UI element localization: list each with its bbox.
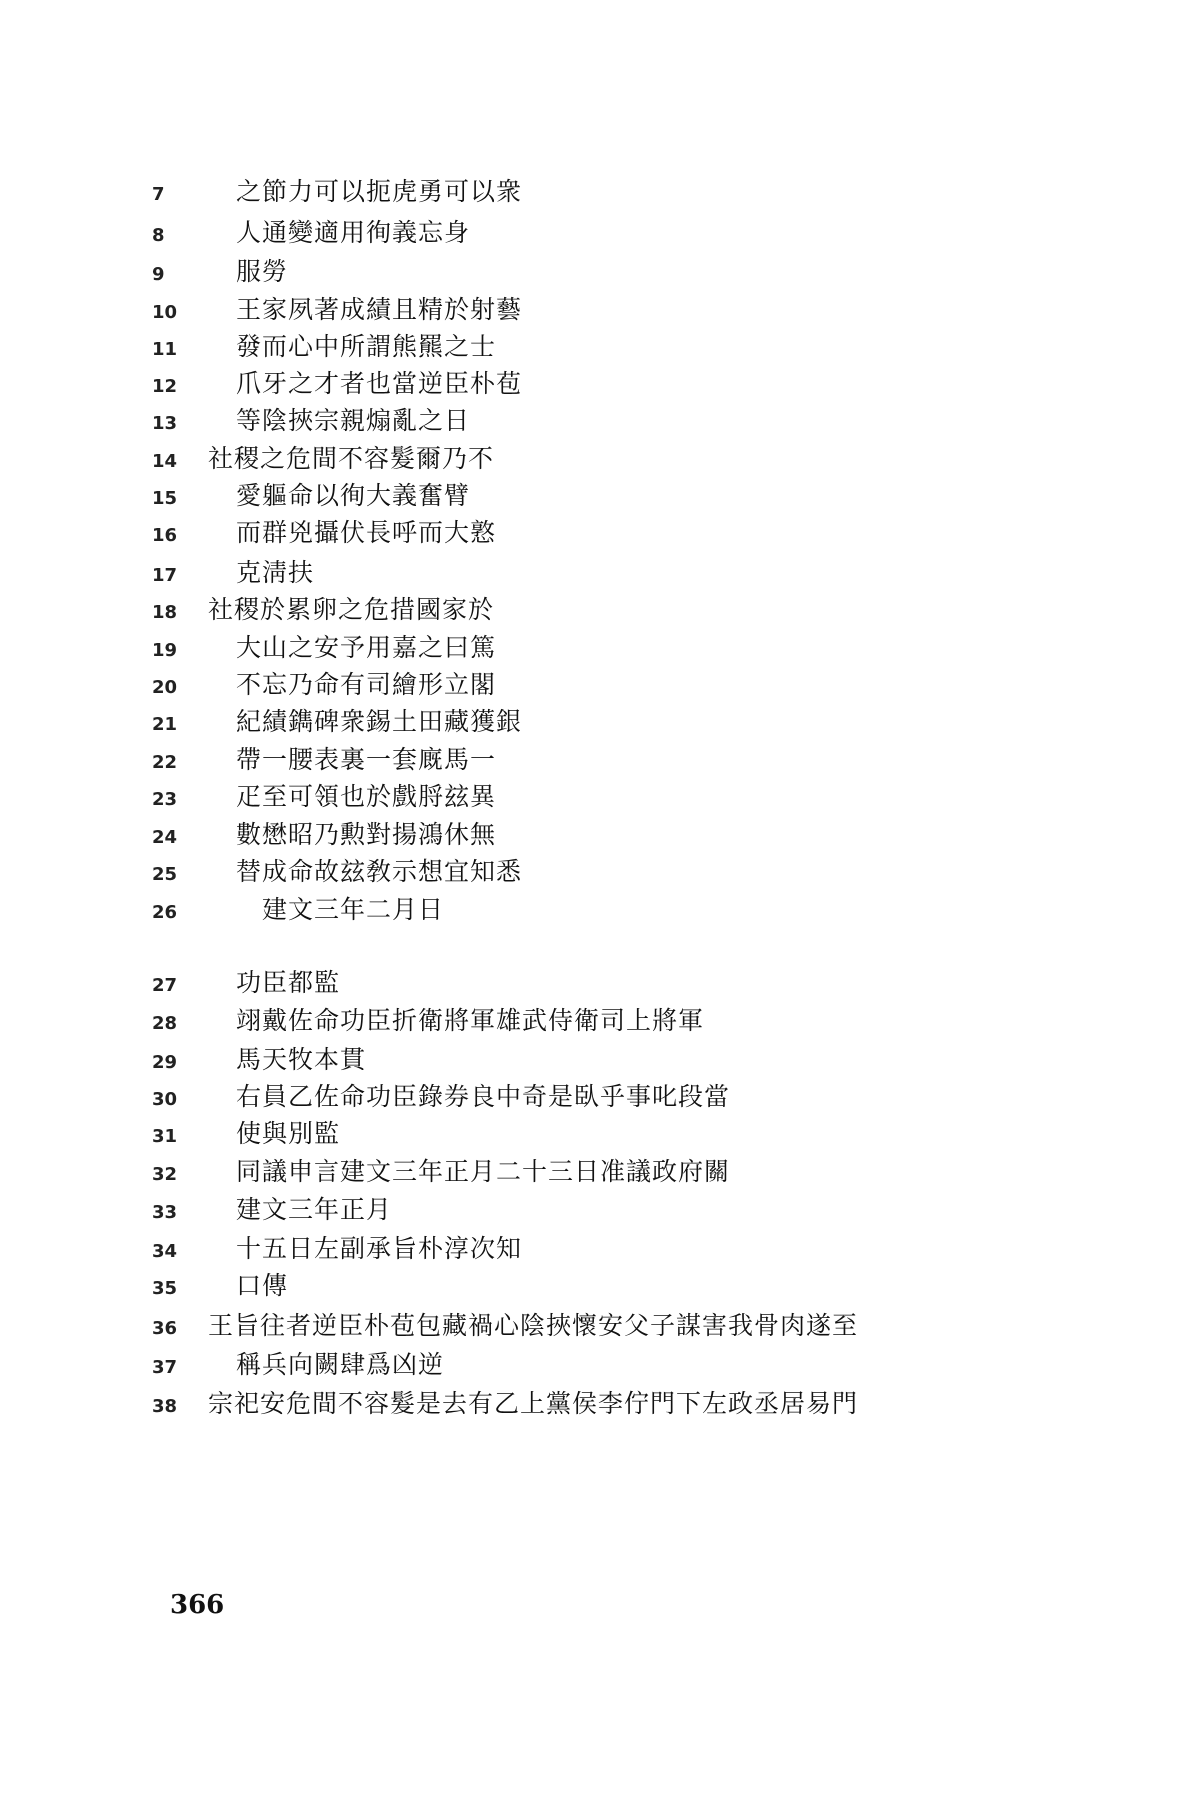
text-line bbox=[0, 1229, 1100, 1269]
text-line bbox=[0, 665, 1100, 705]
line-number: 16 bbox=[152, 525, 178, 546]
line-number: 17 bbox=[152, 565, 178, 586]
text-line bbox=[0, 740, 1100, 780]
line-text: 右員乙佐命功臣錄券良中奇是臥乎事叱段當 bbox=[236, 1082, 731, 1111]
line-number: 9 bbox=[152, 264, 165, 285]
line-text: 社稷於累卵之危措國家於 bbox=[208, 595, 495, 624]
line-text: 服勞 bbox=[236, 257, 289, 286]
line-number: 30 bbox=[152, 1089, 178, 1110]
line-number: 12 bbox=[152, 376, 178, 397]
line-number: 10 bbox=[152, 302, 178, 323]
line-number: 15 bbox=[152, 488, 178, 509]
line-text: 王家夙著成績且精於射藝 bbox=[236, 295, 523, 324]
text-line bbox=[0, 252, 1100, 292]
line-text: 不忘乃命有司繪形立閣 bbox=[236, 670, 497, 699]
text-line bbox=[0, 476, 1100, 516]
text-line bbox=[0, 590, 1100, 630]
line-text: 馬天牧本貫 bbox=[236, 1045, 367, 1074]
text-line bbox=[0, 513, 1100, 553]
line-number: 25 bbox=[152, 864, 178, 885]
line-number: 19 bbox=[152, 640, 178, 661]
line-number: 32 bbox=[152, 1164, 178, 1185]
line-text: 克淸扶 bbox=[236, 558, 315, 587]
line-text: 愛軀命以徇大義奮臂 bbox=[236, 481, 471, 510]
line-text: 建文三年二月日 bbox=[262, 895, 445, 924]
text-line bbox=[0, 890, 1100, 930]
page-number: 366 bbox=[170, 1590, 225, 1620]
line-number: 28 bbox=[152, 1013, 178, 1034]
line-text: 翊戴佐命功臣折衛將軍雄武侍衛司上將軍 bbox=[236, 1006, 705, 1035]
line-text: 紀績鐫碑衆錫土田藏獲銀 bbox=[236, 707, 523, 736]
line-number: 23 bbox=[152, 789, 178, 810]
text-line bbox=[0, 364, 1100, 404]
line-number: 11 bbox=[152, 339, 178, 360]
text-line bbox=[0, 777, 1100, 817]
text-line bbox=[0, 439, 1100, 479]
text-line bbox=[0, 1001, 1100, 1041]
text-line bbox=[0, 1306, 1100, 1346]
line-text: 而群兇攝伏長呼而大憝 bbox=[236, 518, 497, 547]
text-line bbox=[0, 963, 1100, 1003]
text-line bbox=[0, 290, 1100, 330]
line-text: 王旨往者逆臣朴苞包藏禍心陰挾懷安父子謀害我骨肉遂至 bbox=[208, 1311, 859, 1340]
line-number: 18 bbox=[152, 602, 178, 623]
line-number: 37 bbox=[152, 1357, 178, 1378]
line-text: 數懋昭乃勲對揚鴻休無 bbox=[236, 820, 497, 849]
text-line bbox=[0, 852, 1100, 892]
line-number: 21 bbox=[152, 714, 178, 735]
line-number: 13 bbox=[152, 413, 178, 434]
line-text: 帶一腰表裏一套廐馬一 bbox=[236, 745, 497, 774]
line-text: 爪牙之才者也當逆臣朴苞 bbox=[236, 369, 523, 398]
line-number: 22 bbox=[152, 752, 178, 773]
text-line bbox=[0, 1040, 1100, 1080]
line-text: 建文三年正月 bbox=[236, 1195, 393, 1224]
line-text: 大山之安予用嘉之曰篤 bbox=[236, 633, 497, 662]
text-line bbox=[0, 327, 1100, 367]
line-text: 同議申言建文三年正月二十三日准議政府關 bbox=[236, 1157, 731, 1186]
text-line bbox=[0, 1152, 1100, 1192]
line-text: 十五日左副承旨朴淳次知 bbox=[236, 1234, 523, 1263]
line-number: 7 bbox=[152, 184, 165, 205]
text-line bbox=[0, 1384, 1100, 1424]
line-text: 之節力可以扼虎勇可以衆 bbox=[236, 177, 523, 206]
text-line bbox=[0, 1266, 1100, 1306]
text-line bbox=[0, 628, 1100, 668]
line-number: 27 bbox=[152, 975, 178, 996]
line-number: 34 bbox=[152, 1241, 178, 1262]
line-number: 14 bbox=[152, 451, 178, 472]
line-text: 等陰挾宗親煽亂之日 bbox=[236, 406, 471, 435]
text-line bbox=[0, 1345, 1100, 1385]
line-number: 29 bbox=[152, 1052, 178, 1073]
text-line bbox=[0, 815, 1100, 855]
line-number: 38 bbox=[152, 1396, 178, 1417]
line-number: 33 bbox=[152, 1202, 178, 1223]
line-number: 26 bbox=[152, 902, 178, 923]
line-text: 功臣都監 bbox=[236, 968, 341, 997]
line-number: 35 bbox=[152, 1278, 178, 1299]
text-line bbox=[0, 1190, 1100, 1230]
line-text: 替成命故玆敎示想宜知悉 bbox=[236, 857, 523, 886]
text-line bbox=[0, 213, 1100, 253]
line-text: 人通變適用徇義忘身 bbox=[236, 218, 471, 247]
text-line bbox=[0, 401, 1100, 441]
line-text: 疋至可領也於戲脟玆異 bbox=[236, 782, 497, 811]
line-text: 宗祀安危間不容髮是去有乙上黨侯李佇門下左政丞居易門 bbox=[208, 1389, 859, 1418]
line-text: 社稷之危間不容髮爾乃不 bbox=[208, 444, 495, 473]
line-text: 稱兵向闕肆爲凶逆 bbox=[236, 1350, 445, 1379]
line-number: 36 bbox=[152, 1318, 178, 1339]
text-line bbox=[0, 553, 1100, 593]
line-text: 使與別監 bbox=[236, 1119, 341, 1148]
text-line bbox=[0, 1114, 1100, 1154]
line-number: 31 bbox=[152, 1126, 178, 1147]
text-line bbox=[0, 1077, 1100, 1117]
line-number: 24 bbox=[152, 827, 178, 848]
line-number: 8 bbox=[152, 225, 165, 246]
text-line bbox=[0, 172, 1100, 212]
line-text: 發而心中所謂熊羆之士 bbox=[236, 332, 497, 361]
text-line bbox=[0, 702, 1100, 742]
line-text: 口傳 bbox=[236, 1271, 289, 1300]
line-number: 20 bbox=[152, 677, 178, 698]
